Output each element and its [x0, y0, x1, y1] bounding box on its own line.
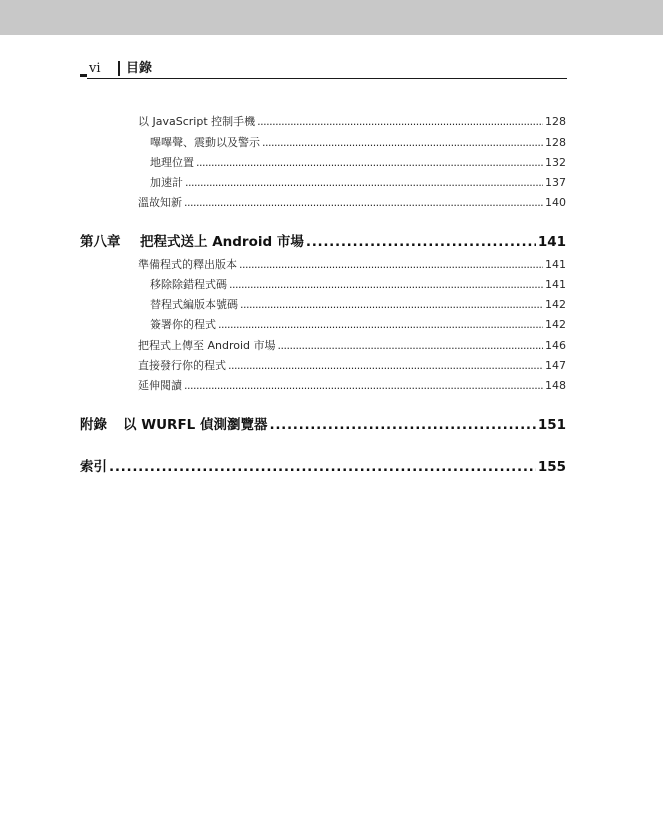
toc-entry-title: 移除除錯程式碼 — [150, 278, 227, 291]
page-folio: vi — [89, 61, 101, 76]
dot-leader — [240, 297, 543, 312]
toc-subsection-entry[interactable] — [150, 317, 566, 332]
toc-entry-page: 155 — [537, 459, 566, 475]
header-separator — [118, 61, 120, 76]
header-dash-mark — [80, 74, 87, 77]
toc-entry-title: 把程式上傳至 Android 市場 — [138, 339, 276, 352]
toc-entry-title: 替程式編版本號碼 — [150, 298, 238, 311]
dot-leader — [109, 458, 536, 476]
toc-entry-title: 嗶嗶聲、震動以及警示 — [150, 136, 260, 149]
toc-entry-title: 延伸閱讀 — [138, 379, 182, 392]
toc-entry-title: 加速計 — [150, 176, 183, 189]
toc-section-entry[interactable] — [138, 257, 566, 272]
header-title: 目錄 — [126, 61, 153, 76]
running-header — [80, 56, 567, 80]
toc-entry-page: 141 — [537, 234, 566, 250]
toc-entry-title: 以 WURFL 偵測瀏覽器 — [123, 417, 268, 433]
header-rule — [87, 78, 567, 79]
toc-index-entry[interactable] — [80, 458, 566, 476]
toc-entry-title: 直接發行你的程式 — [138, 359, 226, 372]
toc-entry-title: 地理位置 — [150, 156, 194, 169]
toc-section-entry[interactable] — [138, 358, 566, 373]
dot-leader — [239, 257, 543, 272]
toc-entry-page: 132 — [545, 156, 566, 169]
toc-entry-page: 142 — [545, 298, 566, 311]
top-gray-band — [0, 0, 663, 35]
toc-entry-title: 簽署你的程式 — [150, 318, 216, 331]
toc-section-entry[interactable] — [138, 114, 566, 129]
chapter-label: 第八章 — [80, 234, 121, 250]
toc-entry-page: 141 — [545, 278, 566, 291]
toc-entry-page: 140 — [545, 196, 566, 209]
dot-leader — [228, 358, 543, 373]
toc-entry-page: 151 — [537, 417, 566, 433]
dot-leader — [218, 317, 543, 332]
toc-entry-title: 索引 — [80, 459, 107, 475]
dot-leader — [229, 277, 543, 292]
toc-entry-page: 137 — [545, 176, 566, 189]
toc-entry-title: 溫故知新 — [138, 196, 182, 209]
toc-entry-page: 148 — [545, 379, 566, 392]
toc-subsection-entry[interactable] — [150, 277, 566, 292]
dot-leader — [269, 416, 535, 434]
dot-leader — [184, 195, 543, 210]
dot-leader — [196, 155, 543, 170]
dot-leader — [185, 175, 543, 190]
toc-chapter-entry[interactable] — [80, 233, 566, 251]
dot-leader — [306, 233, 536, 251]
toc-entry-page: 128 — [545, 115, 566, 128]
toc-entry-page: 128 — [545, 136, 566, 149]
appendix-label: 附錄 — [80, 417, 107, 433]
toc-entry-page: 142 — [545, 318, 566, 331]
toc-entry-page: 141 — [545, 258, 566, 271]
toc-subsection-entry[interactable] — [150, 297, 566, 312]
dot-leader — [184, 378, 543, 393]
toc-entry-page: 146 — [545, 339, 566, 352]
dot-leader — [257, 114, 543, 129]
toc-subsection-entry[interactable] — [150, 155, 566, 170]
dot-leader — [278, 338, 543, 353]
dot-leader — [262, 135, 543, 150]
toc-subsection-entry[interactable] — [150, 175, 566, 190]
toc-appendix-entry[interactable] — [80, 416, 566, 434]
toc-section-entry[interactable] — [138, 338, 566, 353]
toc-entry-page: 147 — [545, 359, 566, 372]
toc-section-entry[interactable] — [138, 195, 566, 210]
toc-entry-title: 把程式送上 Android 市場 — [140, 234, 304, 250]
toc-subsection-entry[interactable] — [150, 135, 566, 150]
toc-entry-title: 以 JavaScript 控制手機 — [138, 115, 256, 128]
toc-section-entry[interactable] — [138, 378, 566, 393]
toc-entry-title: 準備程式的釋出版本 — [138, 258, 237, 271]
